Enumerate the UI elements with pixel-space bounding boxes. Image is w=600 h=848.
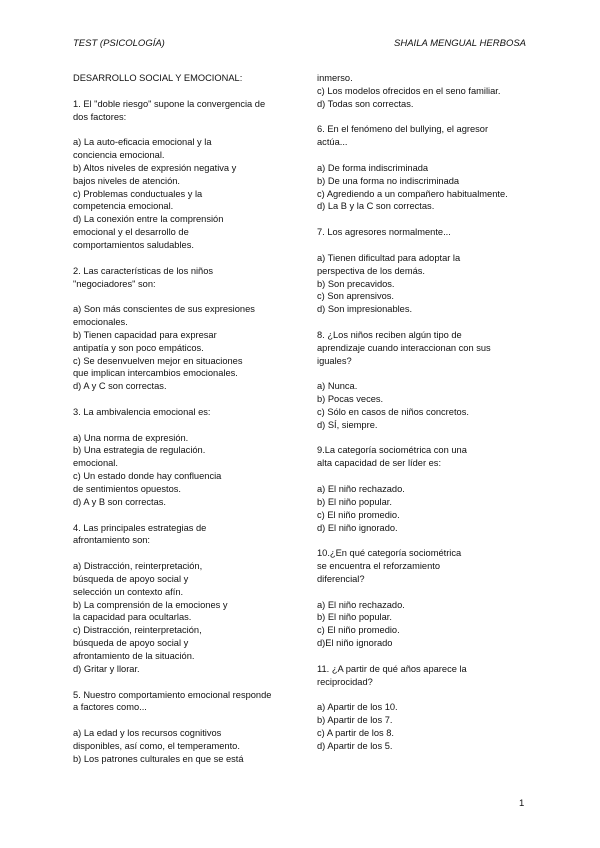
text-line: emocionales. [73,317,128,328]
blank-line [317,470,552,483]
text-line: 10.¿En qué categoría sociométrica [317,548,462,559]
text-line: b) De una forma no indiscriminada [317,175,460,186]
text-line: c) Problemas conductuales y la [73,188,203,199]
blank-line [317,367,552,380]
page-number: 1 [519,798,525,809]
text-line: 11. ¿A partir de qué años aparece la [317,663,467,674]
text-line: c) Sólo en casos de niños concretos. [317,406,469,417]
text-line: antipatía y son poco empáticos. [73,342,204,353]
text-line: c) A partir de los 8. [317,728,394,739]
blank-line [317,213,552,226]
text-line: 7. Los agresores normalmente... [317,227,451,238]
text-line: d) La conexión entre la comprensión [73,214,224,225]
text-line: d) Gritar y llorar. [73,663,140,674]
blank-line [317,586,552,599]
text-line: afrontamiento de la situación. [73,650,195,661]
text-line: bajos niveles de atención. [73,175,180,186]
text-line: c) Son aprensivos. [317,291,394,302]
text-line: a) El niño rechazado. [317,599,405,610]
text-line: a) Distracción, reinterpretación, [73,561,203,572]
text-line: c) Los modelos ofrecidos en el seno familiar. [317,85,501,96]
text-line: b) El niño popular. [317,612,392,623]
text-line: c) El niño promedio. [317,625,400,636]
text-line: 9.La categoría sociométrica con una [317,445,467,456]
text-line: aprendizaje cuando interaccionan con sus [317,342,491,353]
text-line: a) La auto-eficacia emocional y la [73,137,212,148]
text-line: c) Distracción, reinterpretación, [73,625,202,636]
blank-line [317,534,552,547]
text-line: a) El niño rechazado. [317,484,405,494]
blank-line [73,252,308,265]
text-line: a) De forma indiscriminada [317,162,429,173]
text-line: a) Apartir de los 10. [317,702,398,713]
text-line: b) Pocas veces. [317,394,384,405]
text-line: competencia emocional. [73,201,174,212]
text-line: la capacidad para ocultarlas. [73,612,192,623]
blank-line [73,393,308,406]
text-line: diferencial? [317,573,365,584]
blank-line [73,714,308,727]
text-line: conciencia emocional. [73,150,165,161]
text-line: a) Tienen dificultad para adoptar la [317,252,461,263]
text-line: alta capacidad de ser líder es: [317,458,442,469]
blank-line [73,85,308,98]
text-line: perspectiva de los demás. [317,265,426,276]
text-line: 6. En el fenómeno del bullying, el agresor [317,124,489,135]
text-line: emocional y el desarrollo de [73,227,189,238]
text-line: d) El niño ignorado. [317,522,398,533]
blank-line [73,290,308,303]
text-line: d) Son impresionables. [317,304,413,315]
text-line: de sentimientos opuestos. [73,484,182,494]
blank-line [317,239,552,252]
left-column [73,72,308,766]
text-line: b) La comprensión de la emociones y [73,599,228,610]
text-line: c) Se desenvuelven mejor en situaciones [73,355,243,366]
text-line: disponibles, así como, el temperamento. [73,740,240,751]
text-line: DESARROLLO SOCIAL Y EMOCIONAL: [73,73,243,83]
text-line: 5. Nuestro comportamiento emocional responde [73,689,272,700]
blank-line [317,111,552,124]
text-line: 1. El "doble riesgo" supone la convergencia de [73,98,266,109]
text-line: b) Tienen capacidad para expresar [73,329,217,340]
text-line: 2. Las características de los niños [73,265,214,276]
text-line: a) Una norma de expresión. [73,432,189,443]
blank-line [317,650,552,663]
blank-line [317,316,552,329]
text-line: a) Nunca. [317,381,358,392]
text-line: se encuentra el reforzamiento [317,561,440,572]
text-line: reciprocidad? [317,676,373,687]
text-line: búsqueda de apoyo social y [73,638,189,649]
right-column [317,72,552,753]
text-line: c) El niño promedio. [317,509,400,520]
text-line: d)El niño ignorado [317,638,393,649]
text-line: d) Todas son correctas. [317,98,414,109]
text-line: emocional. [73,458,118,469]
text-line: a) Son más conscientes de sus expresiones [73,304,255,315]
blank-line [317,149,552,162]
text-line: b) Son precavidos. [317,278,395,289]
text-line: d) A y C son correctas. [73,381,167,392]
blank-line [73,509,308,522]
blank-line [317,432,552,445]
text-line: c) Agrediendo a un compañero habitualmente. [317,188,508,199]
text-line: b) Apartir de los 7. [317,715,393,726]
blank-line [73,419,308,432]
text-line: b) Los patrones culturales en que se está [73,753,244,764]
text-line: inmerso. [317,73,353,83]
header-author: SHAILA MENGUAL HERBOSA [394,38,526,49]
blank-line [317,689,552,702]
text-line: 4. Las principales estrategias de [73,522,207,533]
text-line: iguales? [317,355,352,366]
text-line: afrontamiento son: [73,535,151,546]
text-line: comportamientos saludables. [73,239,194,250]
text-line: 8. ¿Los niños reciben algún tipo de [317,329,462,340]
text-line: a) La edad y los recursos cognitivos [73,728,222,739]
text-line: d) A y B son correctas. [73,496,167,507]
text-line: b) El niño popular. [317,496,392,507]
text-line: 3. La ambivalencia emocional es: [73,406,211,417]
text-line: d) Apartir de los 5. [317,740,393,751]
text-line: d) La B y la C son correctas. [317,201,435,212]
text-line: actúa... [317,137,348,148]
text-line: "negociadores" son: [73,278,156,289]
text-line: búsqueda de apoyo social y [73,573,189,584]
text-line: b) Altos niveles de expresión negativa y [73,162,237,173]
text-line: b) Una estrategia de regulación. [73,445,206,456]
text-line: d) SÍ, siempre. [317,419,378,430]
text-line: c) Un estado donde hay confluencia [73,471,222,482]
blank-line [73,123,308,136]
text-line: que implican intercambios emocionales. [73,368,238,379]
header-title: TEST (PSICOLOGÍA) [73,38,165,49]
blank-line [73,676,308,689]
text-line: a factores como... [73,702,147,713]
blank-line [73,547,308,560]
text-line: selección un contexto afín. [73,586,184,597]
text-line: dos factores: [73,111,127,122]
